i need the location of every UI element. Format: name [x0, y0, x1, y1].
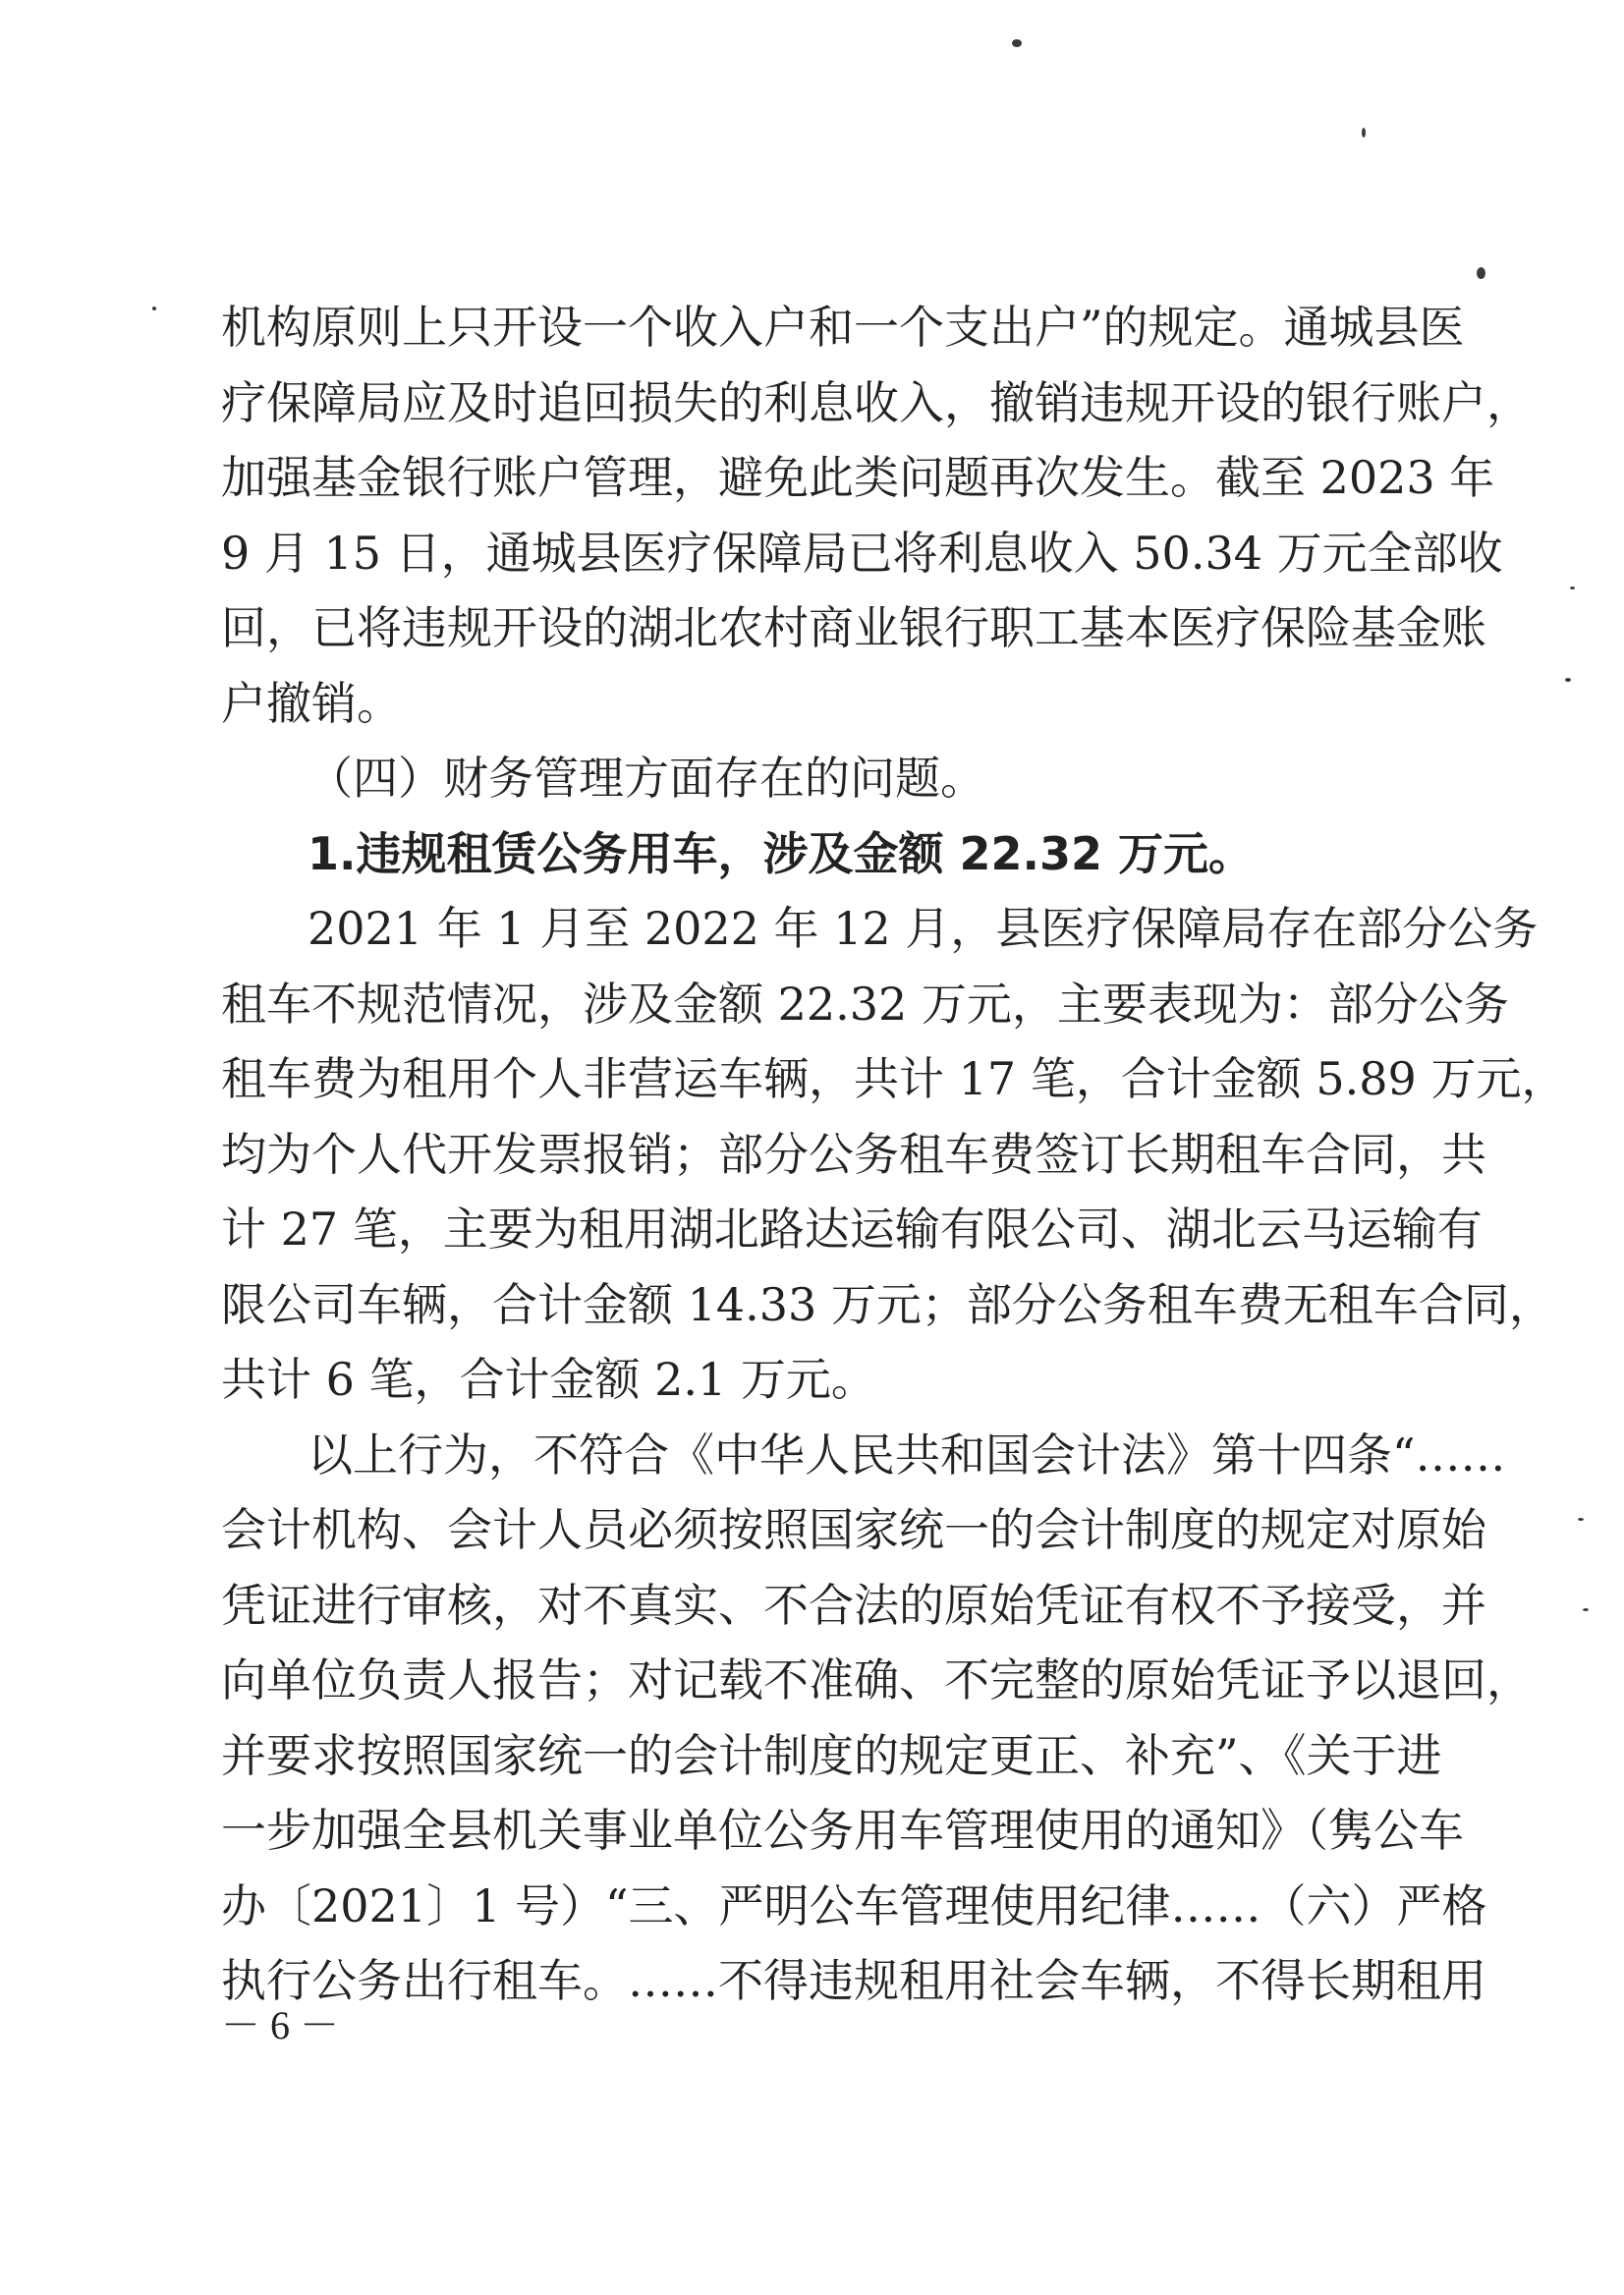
text-line: 租车不规范情况，涉及金额 22.32 万元，主要表现为：部分公务	[221, 977, 1509, 1031]
paragraph-legal-basis	[221, 1418, 1532, 2019]
text-line: 向单位负责人报告；对记载不准确、不完整的原始凭证予以退回，	[221, 1653, 1532, 1707]
scan-speck	[1583, 1608, 1589, 1611]
scan-speck	[152, 307, 156, 310]
text-line: 均为个人代开发票报销；部分公务租车费签订长期租车合同，共	[221, 1127, 1486, 1181]
text-line: 共计 6 笔，合计金额 2.1 万元。	[221, 1353, 876, 1406]
text-line: 9 月 15 日，通城县医疗保障局已将利息收入 50.34 万元全部收	[221, 526, 1503, 580]
text-line: 会计机构、会计人员必须按照国家统一的会计制度的规定对原始	[221, 1503, 1486, 1556]
text-line: 租车费为租用个人非营运车辆，共计 17 笔，合计金额 5.89 万元，	[221, 1052, 1567, 1105]
scan-speck	[1565, 678, 1571, 682]
text-line: 机构原则上只开设一个收入户和一个支出户”的规定。通城县医	[221, 301, 1465, 354]
page-number: － 6 －	[221, 2003, 339, 2047]
scan-speck	[1578, 1518, 1584, 1521]
item-heading: 1.违规租赁公务用车，涉及金额 22.32 万元。	[308, 826, 1255, 880]
text-line: 执行公务出行租车。……不得违规租用社会车辆，不得长期租用	[221, 1954, 1486, 2007]
text-line: 加强基金银行账户管理，避免此类问题再次发生。截至 2023 年	[221, 451, 1495, 504]
text-line: 限公司车辆，合计金额 14.33 万元；部分公务租车费无租车合同，	[221, 1277, 1554, 1331]
scan-speck	[1570, 587, 1575, 589]
text-line: 回，已将违规开设的湖北农村商业银行职工基本医疗保险基金账	[221, 601, 1486, 654]
text-line: 并要求按照国家统一的会计制度的规定更正、补充”、《关于进	[221, 1728, 1442, 1782]
text-line: 一步加强全县机关事业单位公务用车管理使用的通知》（隽公车	[221, 1804, 1464, 1857]
scan-speck	[1477, 267, 1485, 279]
paragraph-vehicle-rental-details	[221, 891, 1567, 1418]
paragraph-account-rectification	[221, 290, 1532, 741]
text-line: 户撤销。	[221, 676, 402, 730]
text-line: 计 27 笔，主要为租用湖北路达运输有限公司、湖北云马运输有	[221, 1203, 1483, 1256]
text-line: 凭证进行审核，对不真实、不合法的原始凭证有权不予接受，并	[221, 1578, 1486, 1632]
section-heading: （四）财务管理方面存在的问题。	[308, 752, 985, 805]
document-body	[221, 290, 1567, 2019]
scan-speck	[1012, 39, 1022, 47]
text-line: 办〔2021〕1 号）“三、严明公车管理使用纪律……（六）严格	[221, 1878, 1487, 1932]
text-line: 以上行为，不符合《中华人民共和国会计法》第十四条“……	[308, 1427, 1506, 1482]
text-line: 疗保障局应及时追回损失的利息收入，撤销违规开设的银行账户，	[221, 375, 1532, 429]
scan-speck	[1362, 128, 1366, 138]
text-line: 2021 年 1 月至 2022 年 12 月，县医疗保障局存在部分公务	[308, 902, 1539, 955]
